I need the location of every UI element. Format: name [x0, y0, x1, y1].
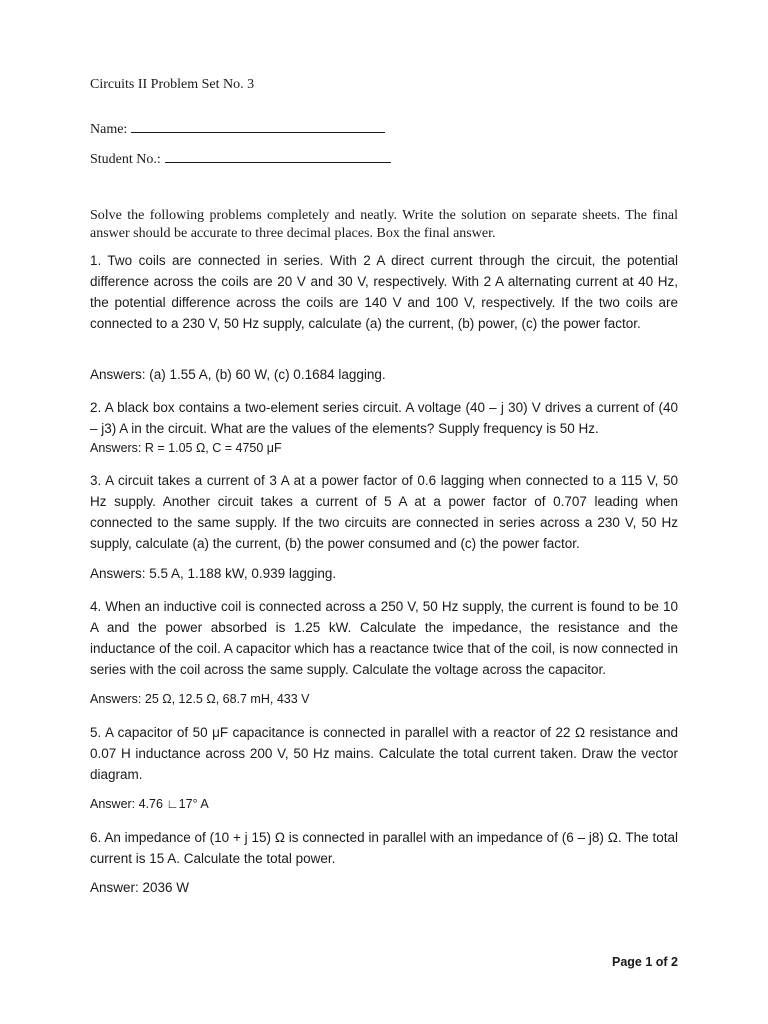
problem-6-answer: Answer: 2036 W [90, 880, 190, 895]
problem-4-text: 4. When an inductive coil is connected across a 250 V, 50 Hz supply, the current is found to be 10 A and the power absorbed is 1.25 kW. Calculate the impedance, the resistance and the inductance of the coil. A capacitor which has a reactance twice that of the coil, is now connected in series with the coil across the same supply. Calculate the voltage across the capacitor. [90, 599, 678, 677]
problem-3-answer: Answers: 5.5 A, 1.188 kW, 0.939 lagging. [90, 566, 337, 581]
problem-5-text: 5. A capacitor of 50 μF capacitance is connected in parallel with a reactor of 22 Ω resistance and 0.07 H inductance across 200 V, 50 Hz mains. Calculate the total current taken. Draw the vector diagram. [90, 725, 678, 782]
problem-3-text: 3. A circuit takes a current of 3 A at a power factor of 0.6 lagging when connected to a 115 V, 50 Hz supply. Another circuit takes a current of 5 A at a power factor of 0.707 leading when connected to the same supply. If the two circuits are connected in series across a 230 V, 50 Hz supply, calculate (a) the current, (b) the power consumed and (c) the power factor. [90, 473, 678, 551]
student-no-blank [165, 149, 391, 163]
instructions: Solve the following problems completely and neatly. Write the solution on separate sheets. The final answer should be accurate to three decimal places. Box the final answer. [90, 208, 678, 241]
name-field [90, 119, 385, 138]
problem-4-answer: Answers: 25 Ω, 12.5 Ω, 68.7 mH, 433 V [90, 692, 310, 706]
name-blank [131, 119, 385, 133]
student-no-field [90, 149, 391, 168]
problem-1-answer: Answers: (a) 1.55 A, (b) 60 W, (c) 0.1684 lagging. [90, 367, 386, 382]
page-number: Page 1 of 2 [612, 955, 678, 969]
problem-6-text: 6. An impedance of (10 + j 15) Ω is connected in parallel with an impedance of (6 – j8) Ω. The total current is 15 A. Calculate the total power. [90, 830, 678, 866]
problem-2-answer: Answers: R = 1.05 Ω, C = 4750 μF [90, 441, 282, 455]
student-no-label: Student No.: [90, 152, 161, 167]
name-label: Name: [90, 122, 128, 137]
problem-1-text: 1. Two coils are connected in series. With 2 A direct current through the circuit, the potential difference across the coils are 20 V and 30 V, respectively. With 2 A alternating current at 40 Hz, the potential difference across the coils are 140 V and 100 V, respectively. If the two coils are connected to a 230 V, 50 Hz supply, calculate (a) the current, (b) power, (c) the power factor. [90, 253, 678, 331]
problem-2-text: 2. A black box contains a two-element series circuit. A voltage (40 – j 30) V drives a current of (40 – j3) A in the circuit. What are the values of the elements? Supply frequency is 50 Hz. [90, 400, 678, 436]
page-title: Circuits II Problem Set No. 3 [90, 77, 255, 92]
problem-5-answer: Answer: 4.76 ∟17° A [90, 797, 209, 811]
